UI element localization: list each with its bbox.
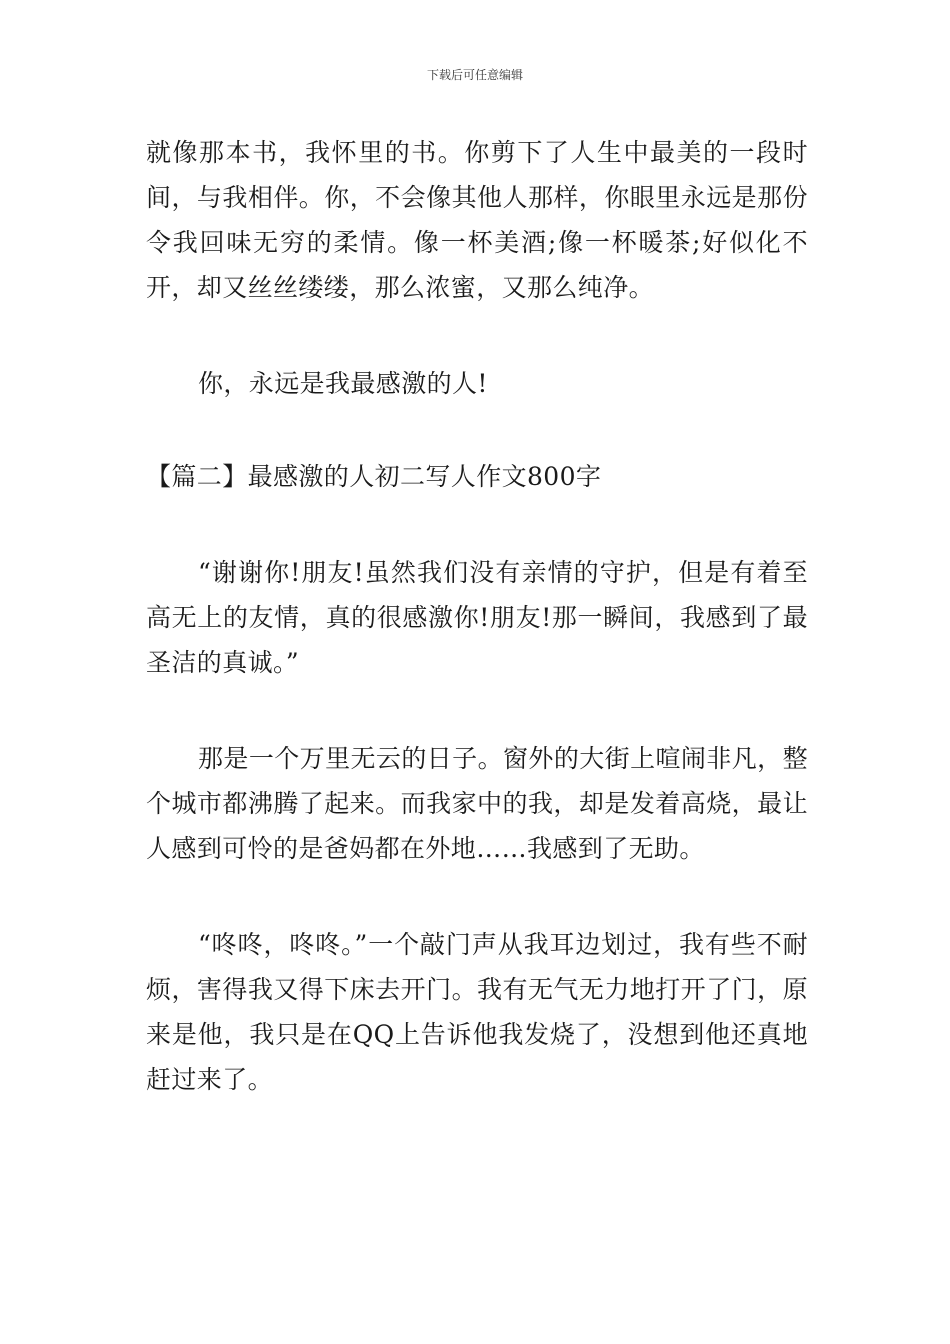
paragraph-spacer [146, 871, 808, 922]
paragraph-spacer [146, 310, 808, 361]
section-heading: 【篇二】最感激的人初二写人作文800字 [146, 462, 602, 491]
document-body [146, 130, 808, 1102]
paragraph-sunny-day: 那是一个万里无云的日子。窗外的大街上喧闹非凡，整个城市都沸腾了起来。而我家中的我，却是发着高烧，最让人感到可怜的是爸妈都在外地……我感到了无助。 [146, 744, 808, 863]
paragraph-spacer [146, 406, 808, 454]
paragraph-grateful: 你，永远是我最感激的人! [198, 369, 488, 398]
paragraph-book: 就像那本书，我怀里的书。你剪下了人生中最美的一段时间，与我相伴。你，不会像其他人那样，你眼里永远是那份令我回味无穷的柔情。像一杯美酒;像一杯暖茶;好似化不开，却又丝丝缕缕，那么浓蜜，又那么纯净。 [146, 138, 808, 302]
page-header-note: 下载后可任意编辑 [426, 68, 523, 82]
paragraph-thanks-friend: “谢谢你!朋友!虽然我们没有亲情的守护，但是有着至高无上的友情，真的很感激你!朋友!那一瞬间，我感到了最圣洁的真诚。” [146, 558, 808, 677]
paragraph-spacer [146, 499, 808, 550]
paragraph-knock: “咚咚，咚咚。”一个敲门声从我耳边划过，我有些不耐烦，害得我又得下床去开门。我有无气无力地打开了门，原来是他，我只是在QQ上告诉他我发烧了，没想到他还真地赶过来了。 [146, 930, 808, 1094]
paragraph-spacer [146, 685, 808, 736]
